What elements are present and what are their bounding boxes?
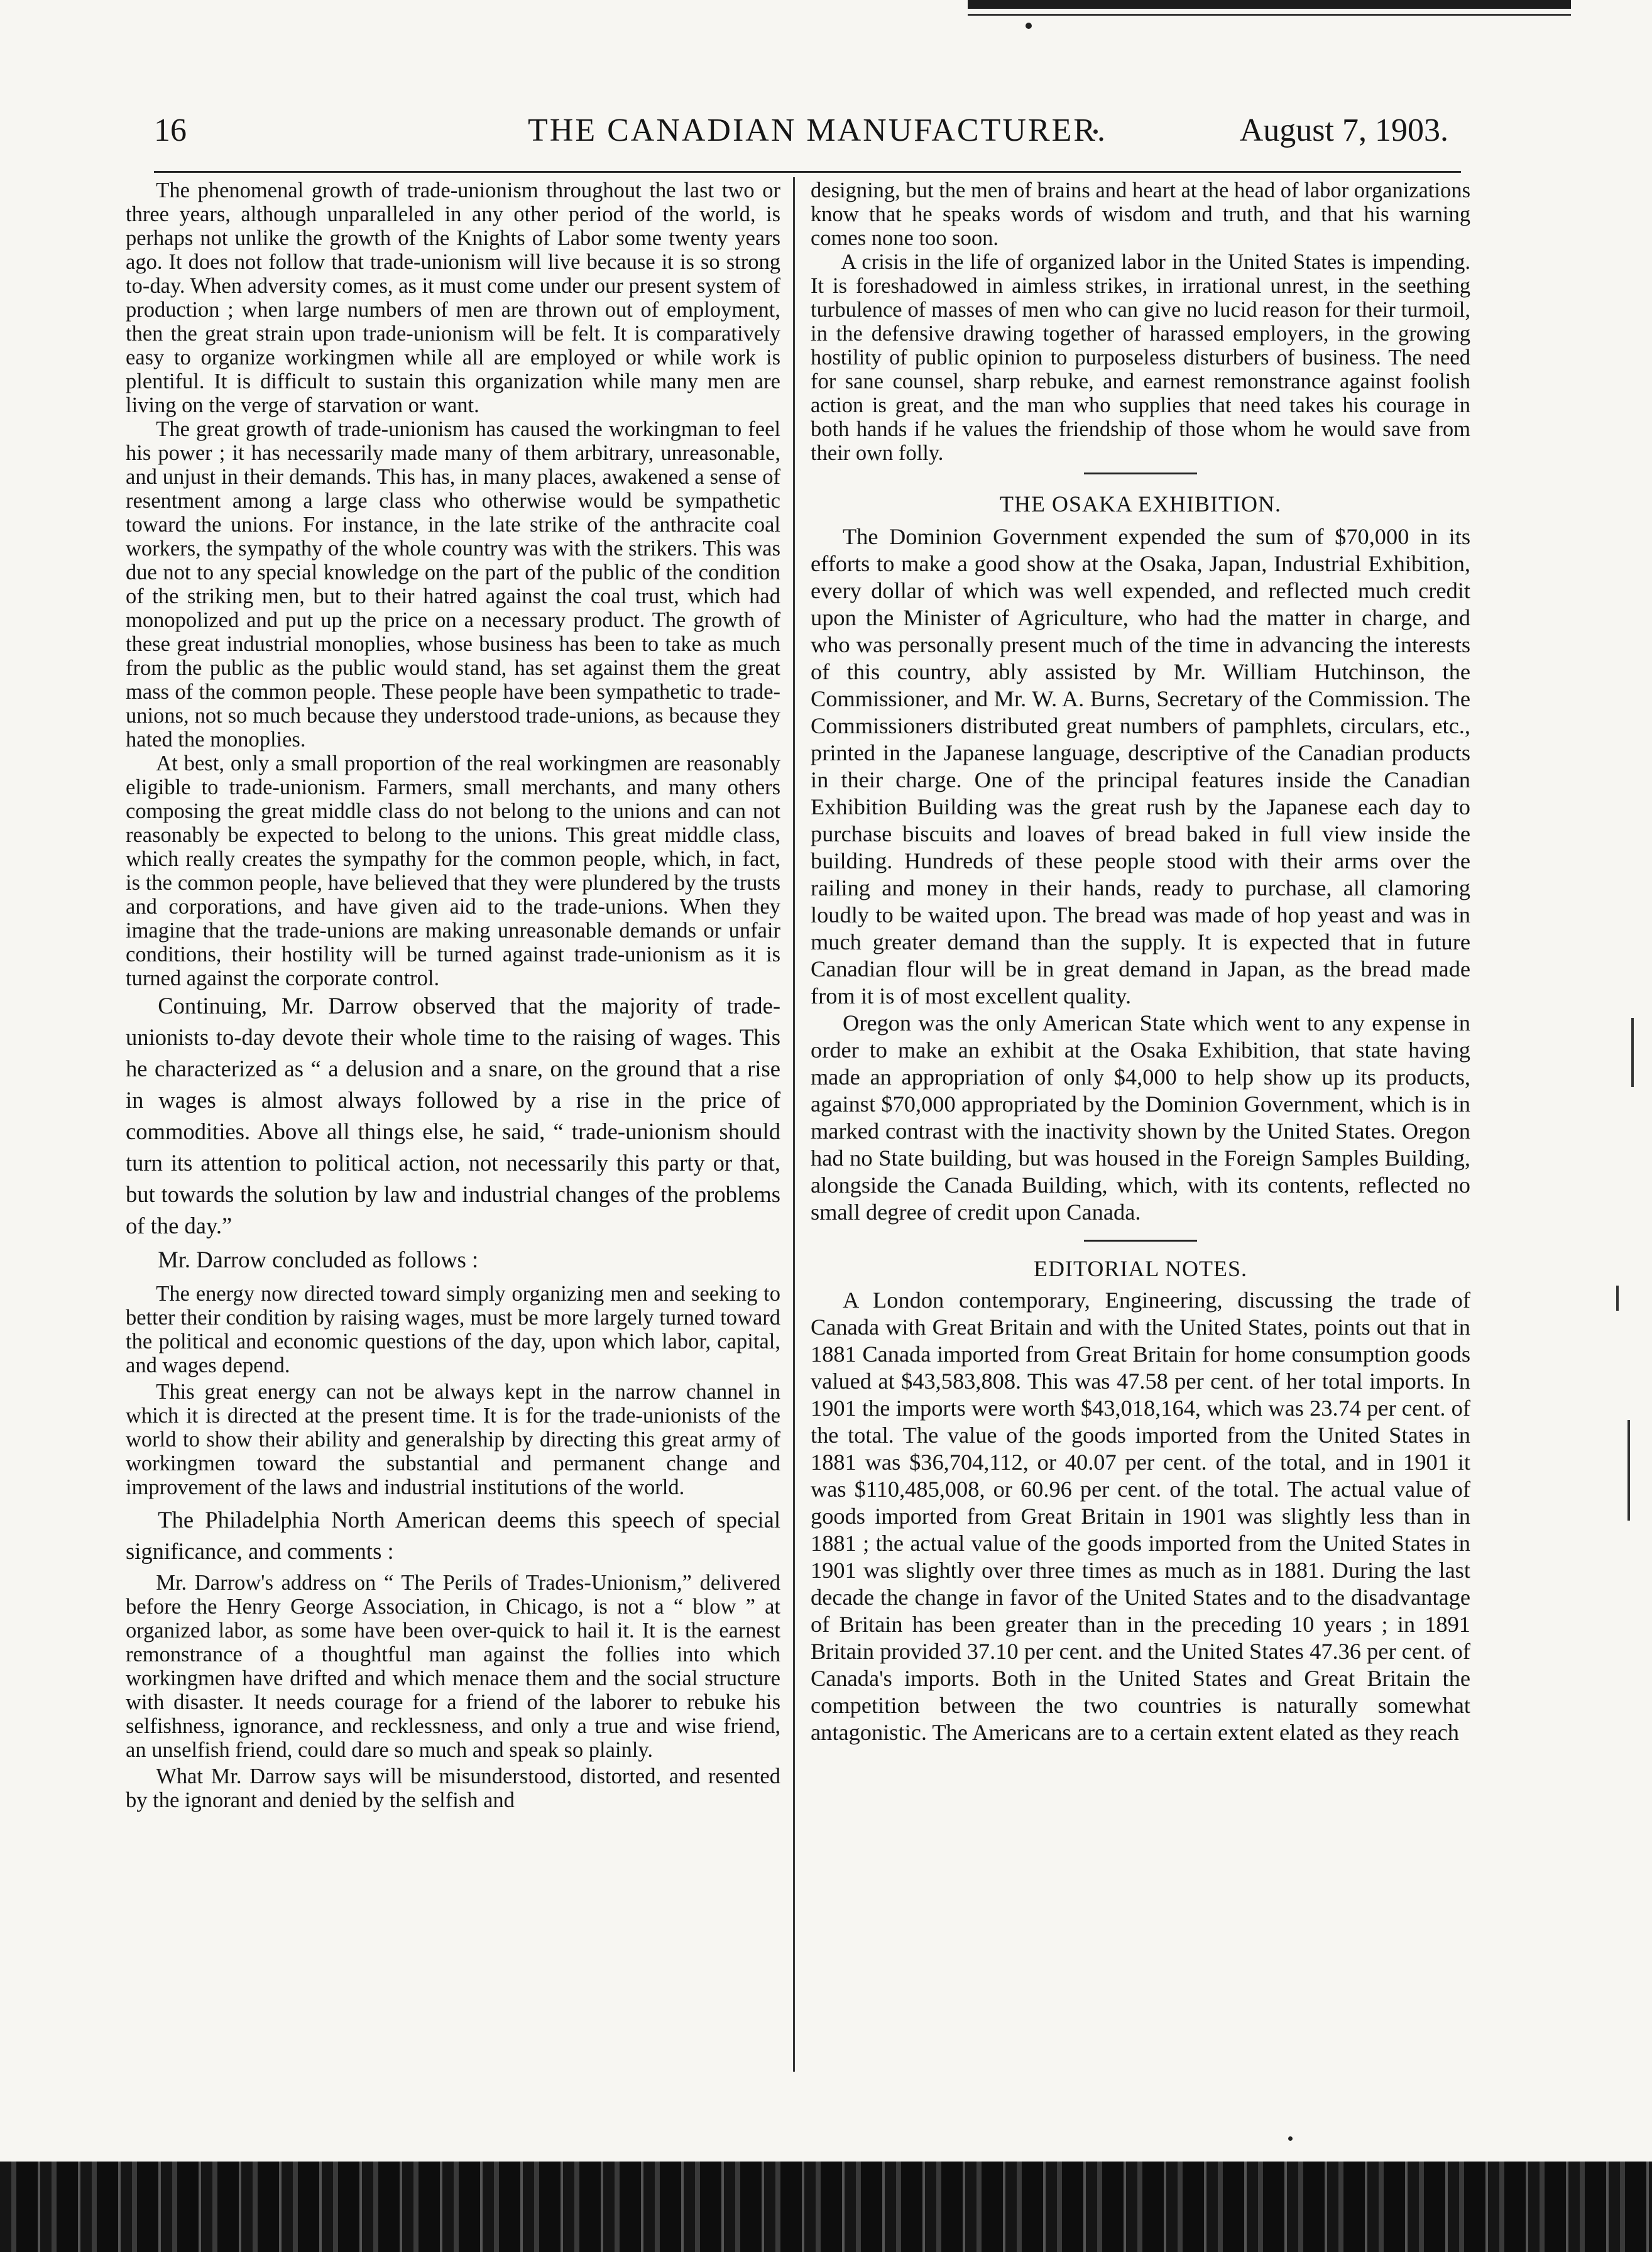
paragraph: Mr. Darrow concluded as follows : [158, 1247, 479, 1272]
scan-top-line [968, 14, 1571, 16]
paragraph: The great growth of trade-unionism has caused the workingman to feel his power ; it has necessarily made many of them arbitrary, unreasonable, and unjust in their demands. This has, in many places, awakened a sense of resentment among a large class who otherwise would be sympathetic toward the unions. For instance, in the late strike of the anthracite coal workers, the sympathy of the whole country was with the strikers. This was due not to any special knowledge on the part of the public of the condition of the striking men, but to their hatred against the coal trust, which had monopolized and put up the price on a necessary product. The growth of these great industrial monoplies, whose business has been to take as much from the public as the public would stand, has set against them the great mass of the common people. These people have been sympathetic to trade-unions, not so much because they understood trade-unions, as because they hated the monoplies. [126, 417, 780, 752]
paragraph: Continuing, Mr. Darrow observed that the majority of trade-unionists to-day devote their whole time to the raising of wages. This he characterized as “ a delusion and a snare, on the ground that a rise in wages is almost always followed by a rise in the price of commodities. Above all things else, he said, “ trade-unionism should turn its attention to political action, not necessarily this party or that, but towards the solution by law and industrial changes of the problems of the day.” [126, 993, 780, 1238]
scan-speck [1026, 23, 1032, 29]
column-divider [793, 177, 795, 2072]
paragraph: designing, but the men of brains and heart at the head of labor organizations know that he speaks words of wisdom and truth, and that his warning comes none too soon. [811, 178, 1470, 250]
issue-date: August 7, 1903. [1239, 112, 1448, 148]
header-rule [154, 171, 1461, 173]
paragraph: At best, only a small proportion of the real workingmen are reasonably eligible to trade-unionism. Farmers, small merchants, and many others composing the great middle class do not belong to the unions and can not reasonably be expected to belong to the unions. This great middle class, which really creates the sympathy for the common people, which, in fact, is the common people, have believed that they were plundered by the trusts and corporations, and have given aid to the trade-unions. When they imagine that the trade-unions are making unreasonable demands or unfair conditions, their hostility will be turned against trade-unionism as it is turned against the corporate control. [126, 752, 780, 990]
paragraph: The Dominion Government expended the sum of $70,000 in its efforts to make a good show at the Osaka, Japan, Industrial Exhibition, every dollar of which was well expended, and reflected much credit upon the Minister of Agriculture, who had the matter in charge, and who was personally present much of the time in advancing the interests of this country, ably assisted by Mr. William Hutchinson, the Commissioner, and Mr. W. A. Burns, Secretary of the Commission. The Commissioners distributed great numbers of pamphlets, circulars, etc., printed in the Japanese language, descriptive of the Canadian products in their charge. One of the principal features inside the Canadian Exhibition Building was the great rush by the Japanese each day to purchase biscuits and loaves of bread baked in full view inside the building. Hundreds of these people stood with their arms over the railing and money in their hands, ready to purchase, all clamoring loudly to be waited upon. The bread was made of hop yeast and was in much greater demand than the supply. It is expected that in future Canadian flour will be in great demand in Japan, as the bread made from it is of most excellent quality. [811, 524, 1470, 1008]
paragraph: A crisis in the life of organized labor in the United States is impending. It is foreshadowed in aimless strikes, in irrational unrest, in the seething turbulence of masses of men who can give no lucid reason for their turmoil, in the defensive drawing together of harassed employers, in the growing hostility of public opinion to purposeless disturbers of business. The need for sane counsel, sharp rebuke, and earnest remonstrance against foolish action is great, and the man who supplies that need takes his courage in both hands if he values the friendship of those whom he would save from their own folly. [811, 250, 1470, 465]
quoted-paragraph: What Mr. Darrow says will be misunderstood, distorted, and resented by the ignorant and denied by the selfish and [126, 1764, 780, 1812]
paragraph: A London contemporary, Engineering, discussing the trade of Canada with Great Britain and with the United States, points out that in 1881 Canada imported from Great Britain for home consumption goods valued at $43,583,808. This was 47.58 per cent. of her total imports. In 1901 the imports were worth $43,018,164, which was 23.74 per cent. of the total. The value of the goods imported from the United States in 1881 was $36,704,112, or 40.07 per cent. of the total, and in 1901 it was $110,485,008, or 60.96 per cent. of the total. The actual value of goods imported from Great Britain in 1901 was slightly less than in 1881 ; the actual value of the goods imported from the United States in 1901 was slightly over three times as much as in 1881. During the last decade the change in favor of the United States and to the disadvantage of Britain has been greater than in the preceding 10 years ; in 1891 Britain provided 37.10 per cent. and the United States 47.36 per cent. of Canada's imports. Both in the United States and Great Britain the competition between the two countries is naturally somewhat antagonistic. The Americans are to a certain extent elated as they reach [811, 1287, 1470, 1745]
scan-edge-mark [1631, 1018, 1634, 1087]
publication-title: THE CANADIAN MANUFACTURER. [528, 112, 1108, 148]
section-heading-osaka: THE OSAKA EXHIBITION. [1000, 491, 1281, 517]
scan-edge-mark [1627, 1420, 1630, 1521]
paragraph: The Philadelphia North American deems this speech of special significance, and comments : [126, 1507, 780, 1564]
scan-bottom-strip [0, 2162, 1652, 2252]
quoted-paragraph: Mr. Darrow's address on “ The Perils of Trades-Unionism,” delivered before the Henry George Association, in Chicago, is not a “ blow ” at organized labor, as some have been over-quick to hail it. It is the earnest remonstrance of a thoughtful man against the follies into which workingmen have drifted and which menace them and the social structure with disaster. It needs courage for a friend of the laborer to rebuke his selfishness, ignorance, and recklessness, and only a true and wise friend, an unselfish friend, could dare so much and speak so plainly. [126, 1571, 780, 1762]
right-column [811, 178, 1470, 1746]
scan-top-bar [968, 0, 1571, 9]
scan-speck [1288, 2136, 1293, 2141]
quoted-paragraph: This great energy can not be always kept in the narrow channel in which it is directed at the present time. It is for the trade-unionists of the world to show their ability and generalship by directing this great army of workingmen toward the substantial and permanent change and improvement of the laws and industrial institutions of the world. [126, 1380, 780, 1499]
page-number: 16 [154, 112, 187, 148]
paragraph: Oregon was the only American State which went to any expense in order to make an exhibit at the Osaka Exhibition, that state having made an appropriation of only $4,000 to help show up its products, against $70,000 appropriated by the Dominion Government, which is in marked contrast with the inactivity shown by the United States. Oregon had no State building, but was housed in the Foreign Samples Building, alongside the Canada Building, which, with its contents, reflected no small degree of credit upon Canada. [811, 1010, 1470, 1225]
page-header [154, 112, 1448, 162]
left-column [126, 178, 780, 1812]
scan-edge-mark [1616, 1286, 1619, 1311]
section-heading-editorial: EDITORIAL NOTES. [1034, 1256, 1247, 1281]
quoted-paragraph: The energy now directed toward simply organizing men and seeking to better their condition by raising wages, must be more largely turned toward the political and economic questions of the day, upon which labor, capital, and wages depend. [126, 1282, 780, 1377]
paragraph: The phenomenal growth of trade-unionism throughout the last two or three years, although unparalleled in any other period of the world, is perhaps not unlike the growth of the Knights of Labor some twenty years ago. It does not follow that trade-unionism will live because it is so strong to-day. When adversity comes, as it must come under our present system of production ; when large numbers of men are thrown out of employment, then the great strain upon trade-unionism will be felt. It is comparatively easy to organize workingmen while all are employed or while work is plentiful. It is difficult to sustain this organization while many men are living on the verge of starvation or want. [126, 178, 780, 417]
